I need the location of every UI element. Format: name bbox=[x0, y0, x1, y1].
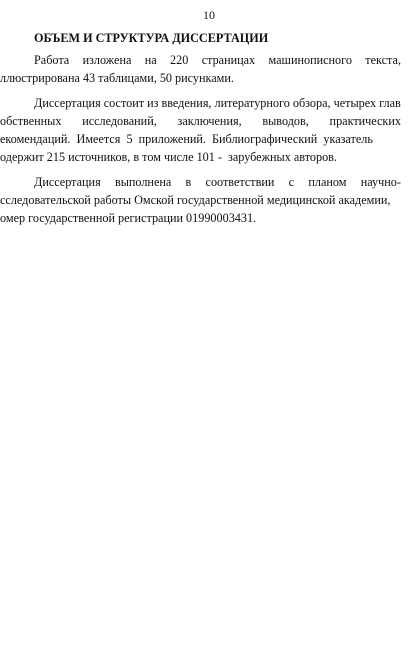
word: изложена bbox=[82, 53, 132, 67]
word: исследований, bbox=[82, 114, 157, 128]
word: выводов, bbox=[262, 114, 309, 128]
paragraph-3-line-2: сследовательской работы Омской государственной медицинской академии, bbox=[0, 193, 391, 207]
paragraph-1-line-2: ллюстрирована 43 таблицами, 50 рисунками. bbox=[0, 71, 234, 85]
word: текста, bbox=[365, 53, 401, 67]
word: Диссертация bbox=[34, 175, 101, 189]
paragraph-2-line-2 bbox=[0, 114, 401, 128]
word: 220 bbox=[170, 53, 189, 67]
word: в bbox=[185, 175, 192, 189]
word: планом bbox=[308, 175, 347, 189]
paragraph-1-line-1 bbox=[34, 53, 401, 67]
word: на bbox=[144, 53, 157, 67]
paragraph-3-line-3: омер государственной регистрации 01990003431. bbox=[0, 211, 257, 225]
word: с bbox=[288, 175, 295, 189]
word: научно- bbox=[360, 175, 401, 189]
paragraph-2-line-1: Диссертация состоит из введения, литературного обзора, четырех глав bbox=[34, 96, 401, 110]
word: Работа bbox=[34, 53, 70, 67]
word: страницах bbox=[201, 53, 256, 67]
page-number: 10 bbox=[203, 8, 215, 22]
word: выполнена bbox=[114, 175, 172, 189]
word: заключения, bbox=[177, 114, 242, 128]
paragraph-2-line-3: екомендаций. Имеется 5 приложений. Библиографический указатель bbox=[0, 132, 373, 146]
paragraph-2-line-4: одержит 215 источников, в том числе 101 - зарубежных авторов. bbox=[0, 150, 337, 164]
section-heading: ОБЪЕМ И СТРУКТУРА ДИССЕРТАЦИИ bbox=[34, 31, 269, 45]
paragraph-3-line-1 bbox=[34, 175, 401, 189]
word: обственных bbox=[0, 114, 62, 128]
word: практических bbox=[329, 114, 401, 128]
word: машинописного bbox=[268, 53, 352, 67]
word: соответствии bbox=[205, 175, 275, 189]
